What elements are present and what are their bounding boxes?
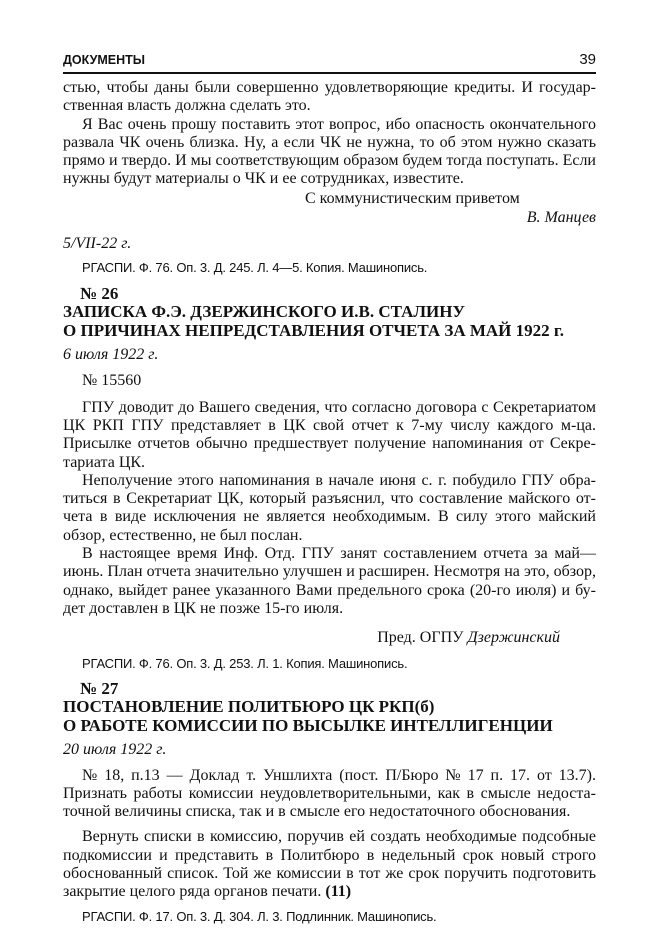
text-line: тариата ЦК. — [63, 453, 146, 471]
text-line: подкомиссии и представить в Политбюро в недельный срок новый строго — [63, 846, 596, 864]
signer-title: Пред. ОГПУ — [377, 628, 464, 646]
text-line: Вернуть списки в комиссию, поручив ей создать необходимые подсобные — [82, 828, 596, 846]
text-line: обзор, естественно, не был послан. — [63, 526, 303, 544]
text-line: ГПУ доводит до Вашего сведения, что согласно договора с Секретариатом — [82, 398, 596, 416]
text-line: ственная власть должна сделать это. — [63, 97, 311, 115]
document-number: № 26 — [80, 284, 119, 304]
text-line: В настоящее время Инф. Отд. ГПУ занят составлением отчета за май— — [82, 545, 596, 563]
text-line: № 18, п.13 — Доклад т. Уншлихта (пост. П/Бюро № 17 п. 17. от 13.7). — [82, 766, 596, 784]
document-title: О РАБОТЕ КОМИССИИ ПО ВЫСЫЛКЕ ИНТЕЛЛИГЕНЦИИ — [63, 715, 553, 735]
text-line: прямо и твердо. И мы соответствующим образом будем тогда поступать. Если — [63, 152, 596, 170]
document-title: ЗАПИСКА Ф.Э. ДЗЕРЖИНСКОГО И.В. СТАЛИНУ — [63, 302, 465, 322]
document-date: 20 июля 1922 г. — [63, 740, 167, 758]
closing-line: С коммунистическим приветом — [305, 189, 520, 207]
signer-name: Дзержинский — [467, 628, 560, 646]
text-line: стью, чтобы даны были совершенно удовлетворяющие кредиты. И государ- — [63, 79, 596, 96]
text-line: развала ЧК очень близка. Ну, а если ЧК не нужна, то об этом нужно сказать — [63, 133, 596, 151]
archive-reference: РГАСПИ. Ф. 76. Оп. 3. Д. 253. Л. 1. Копия. Машинопись. — [82, 655, 408, 671]
running-header: ДОКУМЕНТЫ — [63, 53, 145, 67]
archive-reference: РГАСПИ. Ф. 17. Оп. 3. Д. 304. Л. 3. Подлинник. Машинопись. — [82, 909, 437, 925]
signature — [63, 629, 560, 647]
text-line: титься в Секретариат ЦК, который разъяснил, что составление майского от- — [63, 490, 596, 508]
text-line: нужны будут материалы о ЧК и ее сотрудниках, известите. — [63, 170, 464, 188]
document-number: № 27 — [80, 678, 119, 698]
text-line: Присылке отчетов обычно предшествует получение напоминания от Секре- — [63, 435, 596, 453]
footnote-ref: (11) — [325, 883, 352, 901]
header-rule — [63, 72, 596, 74]
text-line: однако, выйдет ранее указанного Вами предельного срока (20-го июля) и бу- — [63, 581, 596, 599]
text-line-end: закрытие целого ряда органов печати. — [63, 883, 322, 901]
text-line: Неполучение этого напоминания в начале июня с. г. побудило ГПУ обра- — [82, 471, 596, 489]
text-line: обоснованный список. Той же комиссии в тот же срок поручить подготовить — [63, 864, 596, 882]
document-title: ПОСТАНОВЛЕНИЕ ПОЛИТБЮРО ЦК РКП(б) — [63, 697, 435, 717]
archive-reference: РГАСПИ. Ф. 76. Оп. 3. Д. 245. Л. 4—5. Копия. Машинопись. — [82, 260, 428, 276]
document-ref-number: № 15560 — [82, 371, 142, 389]
document-date: 5/VII-22 г. — [63, 235, 132, 252]
page-number: 39 — [579, 51, 596, 68]
text-line: чета в виде исключения не является необходимым. В силу этого майский — [63, 508, 596, 526]
text-line: дет доставлен в ЦК не позже 15-го июля. — [63, 599, 344, 617]
text-line: Признать работы комиссии неудовлетворительными, как в смысле недоста- — [63, 784, 596, 802]
document-title: О ПРИЧИНАХ НЕПРЕДСТАВЛЕНИЯ ОТЧЕТА ЗА МАЙ 1922 г. — [63, 320, 564, 340]
text-line: ЦК РКП ГПУ представляет в ЦК свой отчет к 7-му числу каждого м-ца. — [63, 417, 596, 434]
text-line — [63, 883, 596, 901]
text-line: Я Вас очень прошу поставить этот вопрос, ибо опасность окончательного — [82, 115, 596, 133]
text-line: точной величины списка, так и в смысле его недостаточного обоснования. — [63, 803, 571, 821]
signature: В. Манцев — [526, 209, 596, 226]
text-line: июнь. План отчета значительно улучшен и расширен. Несмотря на это, обзор, — [63, 563, 596, 581]
document-date: 6 июля 1922 г. — [63, 345, 159, 363]
